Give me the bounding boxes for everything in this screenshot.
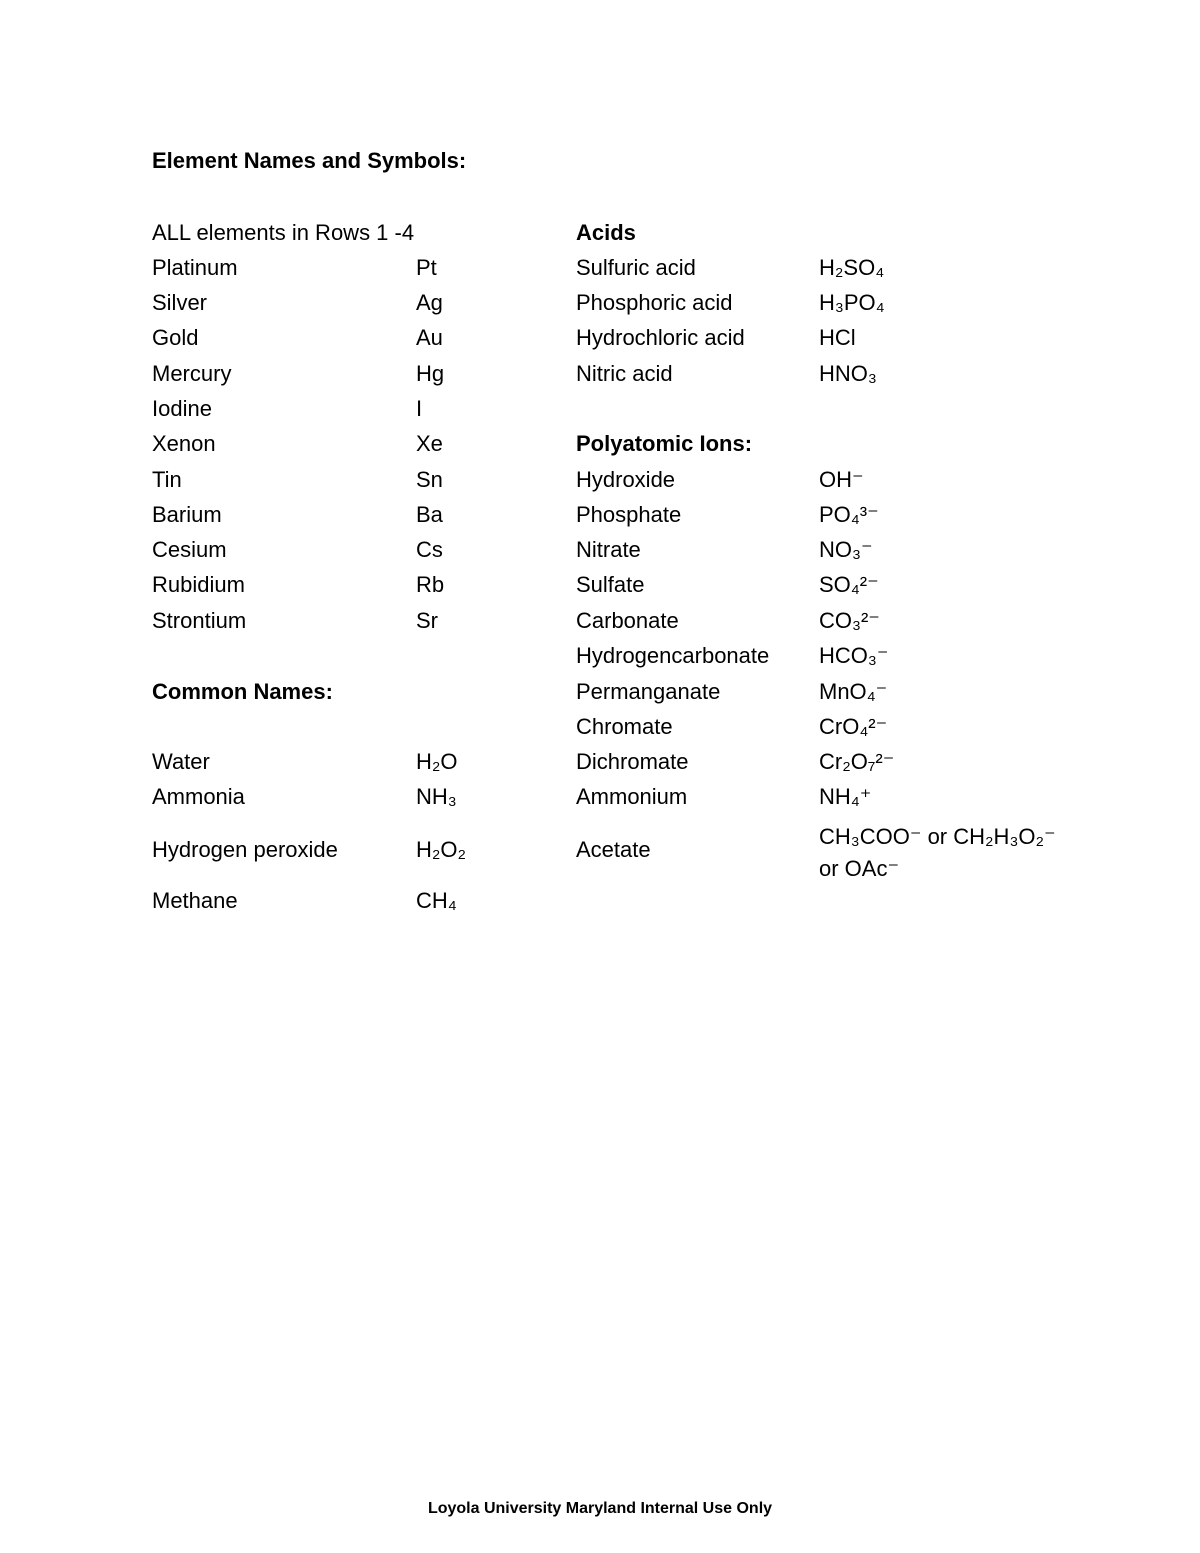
acid-name: Sulfuric acid xyxy=(576,255,696,280)
element-symbol: Au xyxy=(416,325,443,350)
ion-name: Acetate xyxy=(576,837,651,862)
ion-formula: Cr₂O₇²⁻ xyxy=(819,749,895,774)
ion-name: Hydrogencarbonate xyxy=(576,643,770,668)
element-name: Mercury xyxy=(152,361,232,386)
ion-formula: MnO₄⁻ xyxy=(819,679,888,704)
acid-name: Hydrochloric acid xyxy=(576,325,745,350)
element-symbol: I xyxy=(416,396,423,421)
common-formula: NH₃ xyxy=(416,784,457,809)
ion-formula: CrO₄²⁻ xyxy=(819,714,888,739)
element-symbol: Rb xyxy=(416,572,445,597)
element-symbol: Ag xyxy=(416,290,443,315)
ion-name: Chromate xyxy=(576,714,673,739)
acid-name: Nitric acid xyxy=(576,361,673,386)
ion-formula: NO₃⁻ xyxy=(819,537,873,562)
acid-formula: HCl xyxy=(819,325,856,350)
common-names-heading: Common Names: xyxy=(152,679,333,704)
element-symbol: Pt xyxy=(416,255,437,280)
polyatomic-heading: Polyatomic Ions: xyxy=(576,431,753,456)
element-name: Tin xyxy=(152,467,182,492)
ion-name: Ammonium xyxy=(576,784,688,809)
ion-name: Carbonate xyxy=(576,608,679,633)
element-symbol: Sn xyxy=(416,467,443,492)
element-symbol: Hg xyxy=(416,361,445,386)
acid-name: Phosphoric acid xyxy=(576,290,733,315)
acid-formula: H₃PO₄ xyxy=(819,290,885,315)
ion-formula: HCO₃⁻ xyxy=(819,643,889,668)
acid-formula: H₂SO₄ xyxy=(819,255,885,280)
ion-formula: SO₄²⁻ xyxy=(819,572,879,597)
ion-formula: PO₄³⁻ xyxy=(819,502,879,527)
element-symbol: Ba xyxy=(416,502,443,527)
ion-name: Hydroxide xyxy=(576,467,676,492)
acetate-formula-line1: CH₃COO⁻ or CH₂H₃O₂⁻ xyxy=(819,824,1056,849)
common-name: Hydrogen peroxide xyxy=(152,837,338,862)
common-formula: H₂O₂ xyxy=(416,837,467,862)
element-symbol: Xe xyxy=(416,431,443,456)
element-name: Platinum xyxy=(152,255,238,280)
element-name: Iodine xyxy=(152,396,212,421)
element-name: Xenon xyxy=(152,431,216,456)
common-formula: H₂O xyxy=(416,749,458,774)
element-name: Silver xyxy=(152,290,208,315)
ion-name: Permanganate xyxy=(576,679,721,704)
common-name: Water xyxy=(152,749,210,774)
acid-formula: HNO₃ xyxy=(819,361,877,386)
acetate-formula-line2: or OAc⁻ xyxy=(819,856,900,881)
ion-name: Phosphate xyxy=(576,502,682,527)
ion-formula-acetate xyxy=(819,821,1056,885)
common-name: Ammonia xyxy=(152,784,245,809)
acids-heading: Acids xyxy=(576,220,636,245)
elements-intro-text: ALL elements in Rows 1 -4 xyxy=(152,220,415,245)
ion-name: Dichromate xyxy=(576,749,689,774)
footer-notice: Loyola University Maryland Internal Use Only xyxy=(427,1500,773,1517)
element-name: Rubidium xyxy=(152,572,245,597)
element-name: Barium xyxy=(152,502,222,527)
element-name: Cesium xyxy=(152,537,227,562)
ion-formula: OH⁻ xyxy=(819,467,864,492)
ion-formula: NH₄⁺ xyxy=(819,784,872,809)
element-name: Gold xyxy=(152,325,199,350)
element-symbol: Sr xyxy=(416,608,438,633)
ion-name: Sulfate xyxy=(576,572,645,597)
page-title: Element Names and Symbols: xyxy=(152,148,467,173)
element-symbol: Cs xyxy=(416,537,443,562)
ion-name: Nitrate xyxy=(576,537,641,562)
common-name: Methane xyxy=(152,888,238,913)
common-formula: CH₄ xyxy=(416,888,457,913)
element-name: Strontium xyxy=(152,608,247,633)
ion-formula: CO₃²⁻ xyxy=(819,608,880,633)
